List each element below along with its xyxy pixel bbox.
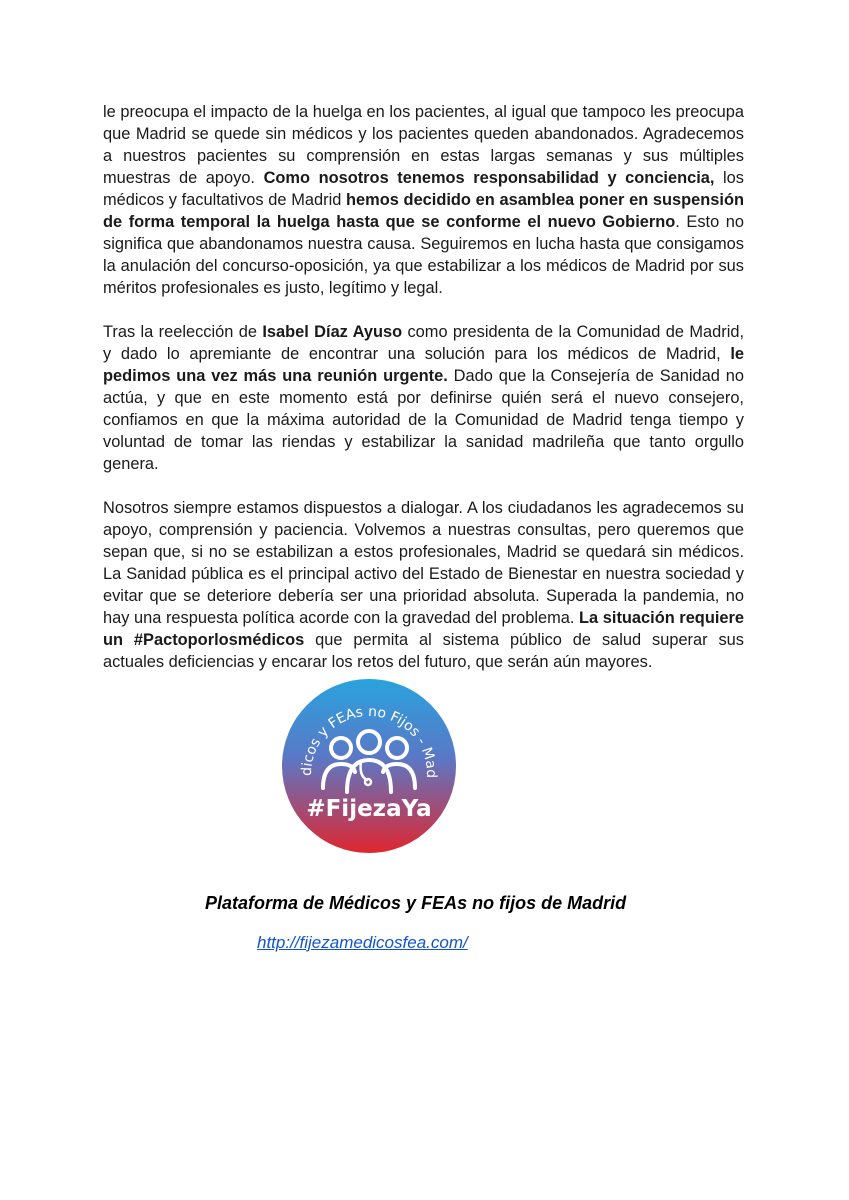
text-segment: Nosotros siempre estamos dispuestos a dialogar. A los ciudadanos les agradecemos su apoyo, comprensión y paciencia. Volvemos a nuestras consultas, pero queremos que sepan que, si no se estabilizan a estos profesionales, Madrid se quedará sin médicos. La Sanidad pública es el principal activo del Estado de Bienestar en nuestra sociedad y evitar que se deteriore debería ser una prioridad absoluta. Superada la pandemia, no hay una respuesta política acorde con la gravedad del problema. (103, 499, 744, 627)
text-segment: los médicos y facultativos de Madrid (103, 169, 744, 209)
bold-text-segment: Isabel Díaz Ayuso (262, 323, 403, 341)
logo-hashtag: #FijezaYa (306, 796, 432, 822)
text-segment: Dado que la Consejería de Sanidad no actúa, y que en este momento está por definirse quién será el nuevo consejero, confiamos en que la máxima autoridad de la Comunidad de Madrid tenga tiempo y voluntad de tomar las riendas y estabilizar la sanidad madrileña que tanto orgullo genera. (103, 367, 744, 473)
logo-ring-text: dicos y FEAs no Fijos - Mad (298, 703, 440, 779)
bold-text-segment: hemos decidido en asamblea poner en suspensión de forma temporal la huelga hasta que se conforme el nuevo Gobierno (103, 191, 744, 231)
text-segment: . Esto no significa que abandonamos nuestra causa. Seguiremos en lucha hasta que consigamos la anulación del concurso-oposición, ya que estabilizar a los médicos de Madrid por sus méritos profesionales es justo, legítimo y legal. (103, 213, 744, 297)
bold-text-segment: La situación requiere un #Pactoporlosmédicos (103, 609, 744, 649)
logo-graphic (281, 678, 457, 854)
paragraph (103, 321, 744, 475)
bold-text-segment: le pedimos una vez más una reunión urgente. (103, 345, 744, 385)
text-segment: le preocupa el impacto de la huelga en los pacientes, al igual que tampoco les preocupa que Madrid se quede sin médicos y los pacientes queden abandonados. Agradecemos a nuestros pacientes su comprensión en estas largas semanas y sus múltiples muestras de apoyo. (103, 103, 744, 187)
text-segment: Tras la reelección de (103, 323, 263, 341)
paragraph (103, 497, 744, 673)
website-link[interactable]: http://fijezamedicosfea.com/ (257, 933, 468, 952)
text-segment: como presidenta de la Comunidad de Madrid, y dado lo apremiante de encontrar una solución para los médicos de Madrid, (103, 323, 745, 363)
fijezaya-logo (281, 678, 457, 854)
paragraph (103, 101, 744, 299)
signature-organization: Plataforma de Médicos y FEAs no fijos de Madrid (205, 893, 627, 913)
letter-body (103, 101, 744, 673)
text-segment: que permita al sistema público de salud superar sus actuales deficiencias y encarar los retos del futuro, que serán aún mayores. (103, 631, 744, 671)
bold-text-segment: Como nosotros tenemos responsabilidad y conciencia, (263, 169, 715, 187)
